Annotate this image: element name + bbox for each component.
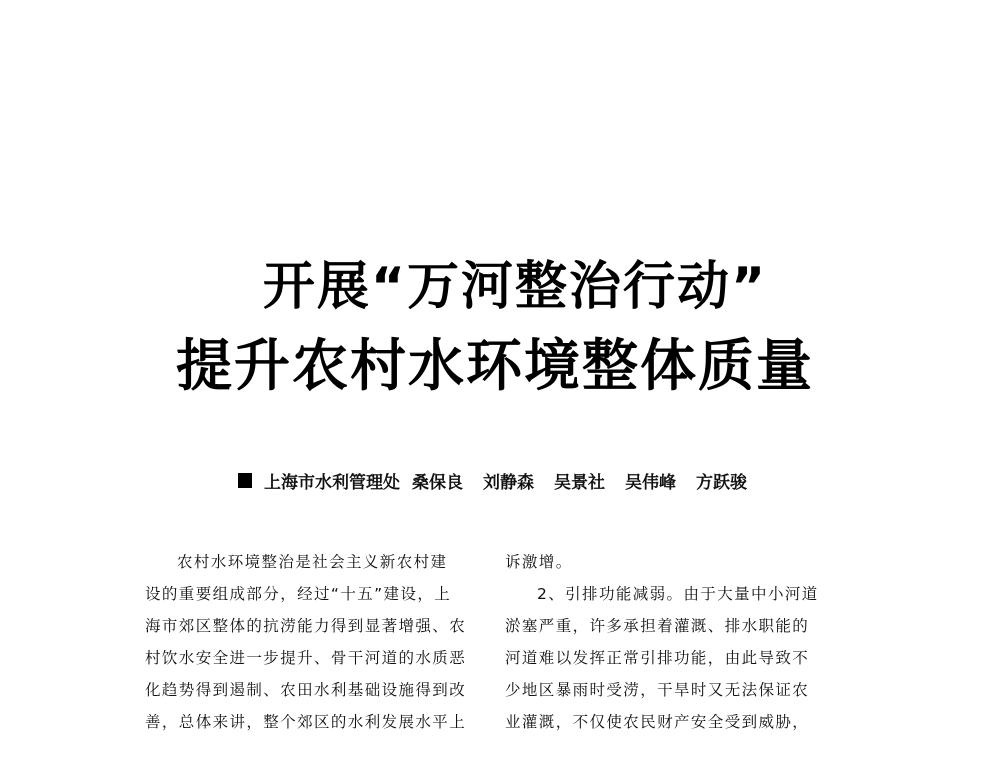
body-text-line: 海市郊区整体的抗涝能力得到显著增强、农 [145,617,467,635]
body-text-line: 诉激增。 [505,553,573,571]
author-name: 吴伟峰 [625,472,676,493]
body-text-line: 设的重要组成部分，经过“十五”建设，上 [145,585,452,603]
title-line-2: 提升农村水环境整体质量 [176,334,814,399]
author-name: 刘静森 [483,472,534,493]
black-square-icon [238,473,252,488]
body-text-line: 农村水环境整治是社会主义新农村建 [177,553,448,571]
body-text-line: 化趋势得到遏制、农田水利基础设施得到改 [145,681,467,699]
body-text-line: 村饮水安全进一步提升、骨干河道的水质恶 [145,649,467,667]
body-text-line: 2、引排功能减弱。由于大量中小河道 [537,585,819,603]
author-organization: 上海市水利管理处 [264,472,400,493]
author-name: 方跃骏 [696,472,747,493]
body-text-line: 善，总体来讲，整个郊区的水利发展水平上 [145,713,467,731]
body-text-line: 淤塞严重，许多承担着灌溉、排水职能的 [505,617,810,635]
title-line-1: 开展“万河整治行动” [262,257,768,317]
body-text-line: 业灌溉，不仅使农民财产安全受到威胁， [505,713,810,731]
author-name: 桑保良 [412,472,463,493]
body-column-left [145,546,490,738]
byline [238,466,747,494]
body-column-right [505,546,850,738]
author-name: 吴景社 [554,472,605,493]
body-text-line: 河道难以发挥正常引排功能，由此导致不 [505,649,810,667]
body-text-line: 少地区暴雨时受涝，干旱时又无法保证农 [505,681,810,699]
